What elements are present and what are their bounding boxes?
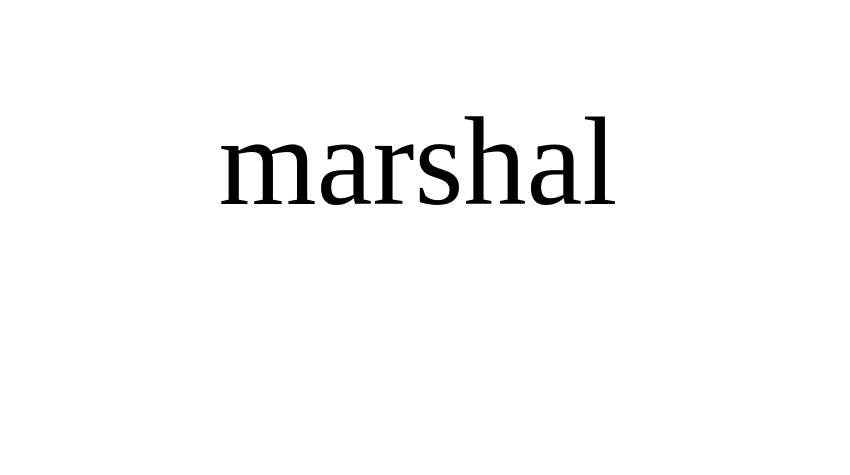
displayed-word: marshal [218,93,618,232]
